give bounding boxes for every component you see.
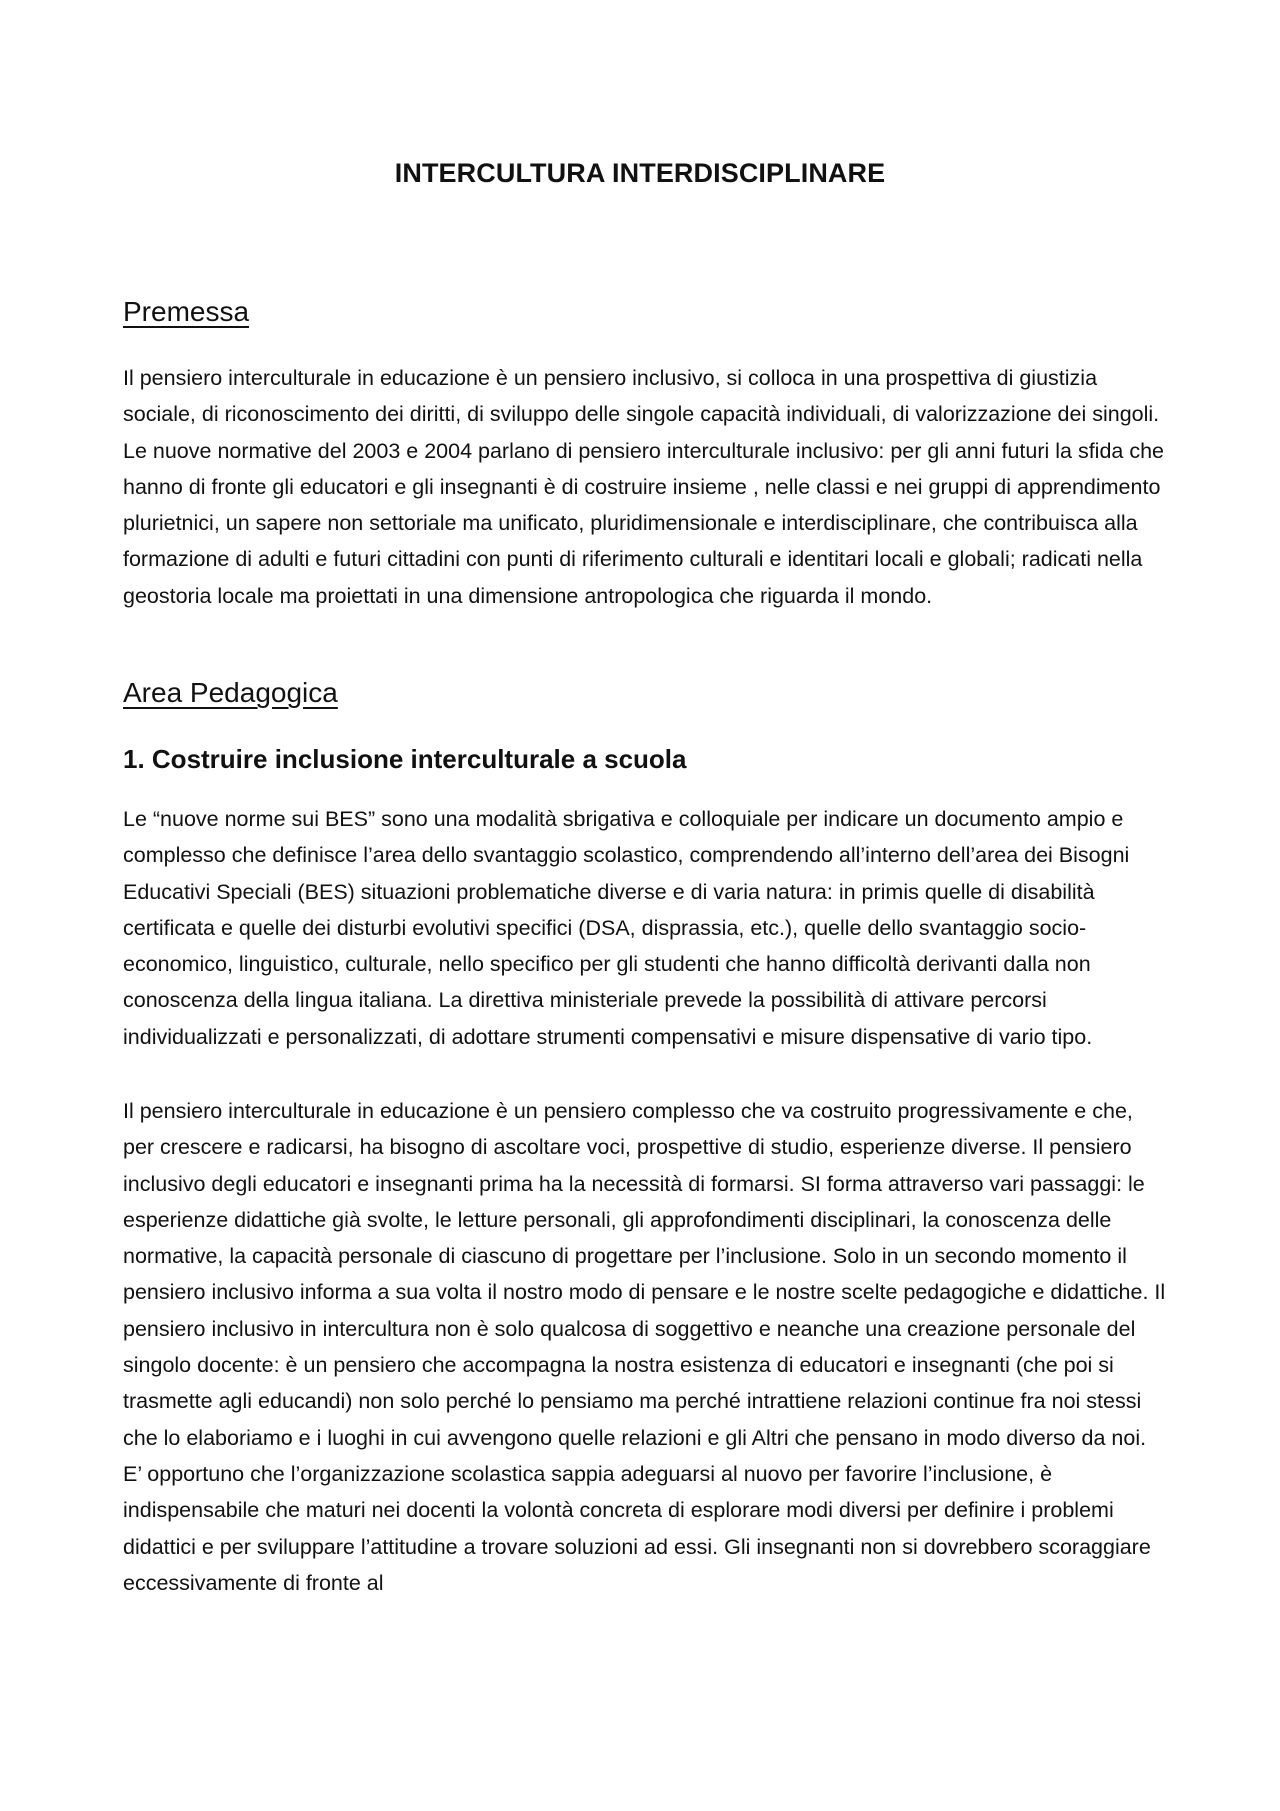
section-heading-premessa: Premessa bbox=[123, 296, 250, 327]
paragraph-pensiero-interculturale: Il pensiero interculturale in educazione è un pensiero complesso che va costruito progressivamente e che, per crescere e radicarsi, ha bisogno di ascoltare voci, prospettive di studio, esperienze diverse. Il pensiero inclusivo degli educatori e insegnanti prima ha la necessità di formarsi. SI forma attraverso vari passaggi: le esperienze didattiche già svolte, le letture personali, gli approfondimenti disciplinari, la conoscenza delle normative, la capacità personale di ciascuno di progettare per l’inclusione. Solo in un secondo momento il pensiero inclusivo informa a sua volta il nostro modo di pensare e le nostre scelte pedagogiche e didattiche. Il pensiero inclusivo in intercultura non è solo qualcosa di soggettivo e neanche una creazione personale del singolo docente: è un pensiero che accompagna la nostra esistenza di educatori e insegnanti (che poi si trasmette agli educandi) non solo perché lo pensiamo ma perché intrattiene relazioni continue fra noi stessi che lo elaboriamo e i luoghi in cui avvengono quelle relazioni e gli Altri che pensano in modo diverso da noi. E’ opportuno che l’organizzazione scolastica sappia adeguarsi al nuovo per favorire l’inclusione, è indispensabile che maturi nei docenti la volontà concreta di esplorare modi diversi per definire i problemi didattici e per sviluppare l’attitudine a trovare soluzioni ad essi. Gli insegnanti non si dovrebbero scoraggiare eccessivamente di fronte al bbox=[123, 1099, 1166, 1595]
document-title: INTERCULTURA INTERDISCIPLINARE bbox=[394, 158, 886, 188]
paragraph-premessa: Il pensiero interculturale in educazione è un pensiero inclusivo, si colloca in una prospettiva di giustizia sociale, di riconoscimento dei diritti, di sviluppo delle singole capacità individuali, di valorizzazione dei singoli. Le nuove normative del 2003 e 2004 parlano di pensiero interculturale inclusivo: per gli anni futuri la sfida che hanno di fronte gli educatori e gli insegnanti è di costruire insieme , nelle classi e nei gruppi di apprendimento plurietnici, un sapere non settoriale ma unificato, pluridimensionale e interdisciplinare, che contribuisca alla formazione di adulti e futuri cittadini con punti di riferimento culturali e identitari locali e globali; radicati nella geostoria locale ma proiettati in una dimensione antropologica che riguarda il mondo. bbox=[123, 366, 1165, 608]
subsection-heading-costruire-inclusione: 1. Costruire inclusione interculturale a scuola bbox=[123, 744, 687, 774]
paragraph-bes: Le “nuove norme sui BES” sono una modalità sbrigativa e colloquiale per indicare un documento ampio e complesso che definisce l’area dello svantaggio scolastico, comprendendo all’interno dell’area dei Bisogni Educativi Speciali (BES) situazioni problematiche diverse e di varia natura: in primis quelle di disabilità certificata e quelle dei disturbi evolutivi specifici (DSA, disprassia, etc.), quelle dello svantaggio socio-economico, linguistico, culturale, nello specifico per gli studenti che hanno difficoltà derivanti dalla non conoscenza della lingua italiana. La direttiva ministeriale prevede la possibilità di attivare percorsi individualizzati e personalizzati, di adottare strumenti compensativi e misure dispensative di vario tipo. bbox=[123, 807, 1130, 1049]
section-heading-area-pedagogica: Area Pedagogica bbox=[123, 677, 338, 708]
